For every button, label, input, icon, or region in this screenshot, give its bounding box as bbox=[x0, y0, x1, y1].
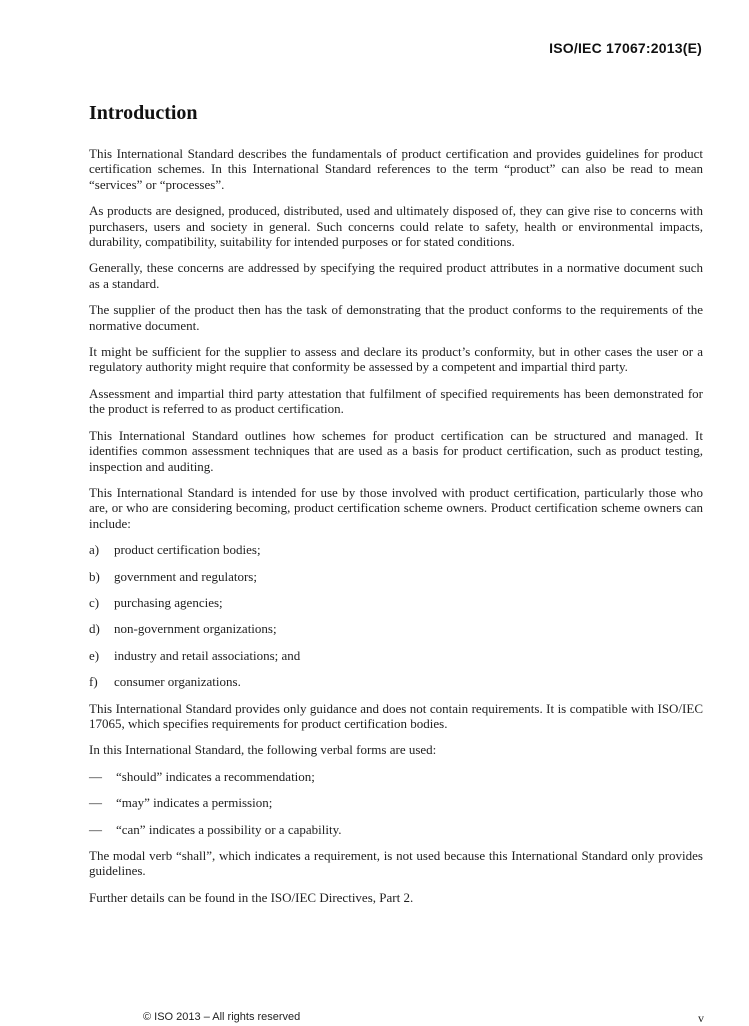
list-item bbox=[89, 542, 703, 557]
scheme-owner-list bbox=[89, 542, 703, 689]
list-item-text: industry and retail associations; and bbox=[114, 647, 301, 663]
section-title: Introduction bbox=[89, 102, 198, 124]
list-marker: f) bbox=[89, 674, 98, 690]
list-item bbox=[89, 621, 703, 636]
list-item-text: purchasing agencies; bbox=[114, 594, 223, 610]
page-number: v bbox=[698, 1011, 704, 1025]
list-item bbox=[89, 822, 703, 837]
paragraph: It might be sufficient for the supplier to assess and declare its product’s conformity, but in other cases the user or a regulatory authority might require that conformity be assessed by a competent and impartial third party. bbox=[89, 344, 703, 375]
list-item-text: “can” indicates a possibility or a capability. bbox=[116, 821, 342, 837]
copyright-notice: © ISO 2013 – All rights reserved bbox=[143, 1011, 301, 1023]
standard-identifier: ISO/IEC 17067:2013(E) bbox=[549, 40, 702, 56]
list-item bbox=[89, 795, 703, 810]
list-marker: c) bbox=[89, 594, 100, 610]
paragraph: Assessment and impartial third party attestation that fulfilment of specified requirements has been demonstrated for the product is referred to as product certification. bbox=[89, 385, 703, 417]
list-item bbox=[89, 569, 703, 584]
list-marker: a) bbox=[89, 542, 100, 558]
list-item-text: “should” indicates a recommendation; bbox=[116, 768, 315, 784]
paragraph: As products are designed, produced, distributed, used and ultimately disposed of, they can give rise to concerns with purchasers, users and society in general. Such concerns could relate to safety, health or environmental impacts, durability, compatibility, suitability for intended purposes or for stated conditions. bbox=[89, 203, 703, 250]
paragraph: This International Standard describes the fundamentals of product certification and provides guidelines for product certification schemes. In this International Standard references to the term “product” can also be read to mean “services” or “processes”. bbox=[89, 146, 703, 192]
paragraph: This International Standard outlines how schemes for product certification can be structured and managed. It identifies common assessment techniques that are used as a basis for product certification, such as product testing, inspection and auditing. bbox=[89, 427, 703, 474]
list-item-text: product certification bodies; bbox=[114, 542, 261, 558]
list-item bbox=[89, 769, 703, 784]
paragraph: The modal verb “shall”, which indicates a requirement, is not used because this International Standard only provides guidelines. bbox=[89, 848, 703, 879]
paragraph: Generally, these concerns are addressed by specifying the required product attributes in a normative document such as a standard. bbox=[89, 260, 703, 291]
list-marker: d) bbox=[89, 621, 100, 637]
list-item bbox=[89, 595, 703, 610]
list-item-text: consumer organizations. bbox=[114, 674, 241, 690]
dash-marker: — bbox=[89, 821, 102, 837]
list-item bbox=[89, 648, 703, 663]
paragraph: This International Standard provides only guidance and does not contain requirements. It is compatible with ISO/IEC 17065, which specifies requirements for product certification bodies. bbox=[89, 700, 703, 731]
list-item bbox=[89, 674, 703, 689]
dash-marker: — bbox=[89, 768, 102, 784]
paragraph: Further details can be found in the ISO/IEC Directives, Part 2. bbox=[89, 889, 414, 905]
list-marker: e) bbox=[89, 647, 100, 663]
list-marker: b) bbox=[89, 568, 100, 584]
paragraph: In this International Standard, the following verbal forms are used: bbox=[89, 742, 437, 758]
verbal-forms-list bbox=[89, 769, 703, 837]
paragraph: This International Standard is intended for use by those involved with product certification, particularly those who are, or who are considering becoming, product certification scheme owners. Product certification scheme owners can include: bbox=[89, 484, 703, 531]
paragraph: The supplier of the product then has the task of demonstrating that the product conforms to the requirements of the normative document. bbox=[89, 302, 703, 333]
body-content bbox=[89, 146, 703, 916]
list-item-text: non-government organizations; bbox=[114, 621, 277, 637]
list-item-text: government and regulators; bbox=[114, 568, 257, 584]
dash-marker: — bbox=[89, 795, 102, 811]
list-item-text: “may” indicates a permission; bbox=[116, 795, 273, 811]
